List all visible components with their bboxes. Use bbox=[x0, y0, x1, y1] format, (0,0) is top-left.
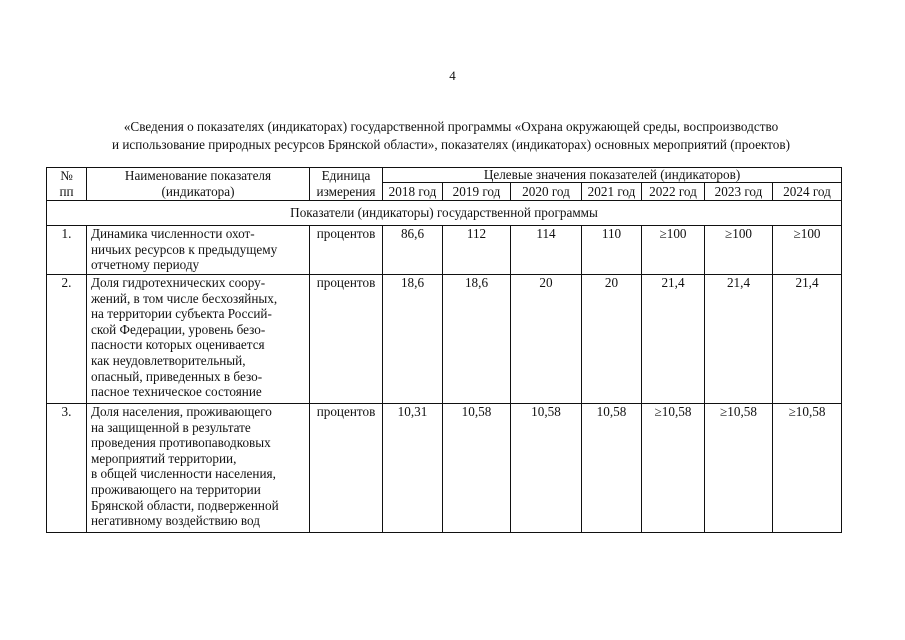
indicators-table bbox=[46, 167, 842, 533]
value-2020: 20 bbox=[511, 275, 582, 404]
value-2020: 114 bbox=[511, 226, 582, 275]
indicator-name: Доля населения, проживающего на защищенной в результате проведения противопаводковых мероприятий территории, в общей численности населения, проживающего на территории Брянской области, подверженной негативному воздействию вод bbox=[87, 404, 310, 533]
value-2022: 21,4 bbox=[642, 275, 705, 404]
value-2024: ≥100 bbox=[773, 226, 842, 275]
header-year-2020: 2020 год bbox=[511, 183, 582, 201]
title-line-2: и использование природных ресурсов Брянской области», показателях (индикаторах) основных мероприятий (проектов) bbox=[112, 137, 790, 152]
row-number: 1. bbox=[47, 226, 87, 275]
value-2021: 20 bbox=[582, 275, 642, 404]
value-2018: 10,31 bbox=[383, 404, 443, 533]
header-year-2019: 2019 год bbox=[443, 183, 511, 201]
header-year-2022: 2022 год bbox=[642, 183, 705, 201]
document-title bbox=[46, 118, 856, 154]
value-2019: 112 bbox=[443, 226, 511, 275]
value-2019: 10,58 bbox=[443, 404, 511, 533]
value-2021: 110 bbox=[582, 226, 642, 275]
value-2024: 21,4 bbox=[773, 275, 842, 404]
table-row bbox=[47, 275, 842, 404]
unit-cell: процентов bbox=[310, 275, 383, 404]
row-number: 2. bbox=[47, 275, 87, 404]
header-target-values: Целевые значения показателей (индикаторов) bbox=[383, 168, 842, 183]
page-number: 4 bbox=[449, 68, 456, 83]
table-row bbox=[47, 404, 842, 533]
indicator-name: Доля гидротехнических соору- жений, в том числе бесхозяйных, на территории субъекта Россий- ской Федерации, уровень безо- пасности которых оценивается как неудовлетворительный, опасный, приведенных в безо- пасное техническое состояние bbox=[87, 275, 310, 404]
value-2021: 10,58 bbox=[582, 404, 642, 533]
value-2023: ≥10,58 bbox=[705, 404, 773, 533]
unit-cell: процентов bbox=[310, 404, 383, 533]
row-number: 3. bbox=[47, 404, 87, 533]
header-year-2021: 2021 год bbox=[582, 183, 642, 201]
value-2018: 18,6 bbox=[383, 275, 443, 404]
header-unit: Единица измерения bbox=[310, 168, 383, 201]
value-2024: ≥10,58 bbox=[773, 404, 842, 533]
header-year-2024: 2024 год bbox=[773, 183, 842, 201]
header-number: № пп bbox=[47, 168, 87, 201]
section-title: Показатели (индикаторы) государственной программы bbox=[47, 201, 842, 226]
value-2022: ≥10,58 bbox=[642, 404, 705, 533]
indicator-name: Динамика численности охот- ничьих ресурсов к предыдущему отчетному периоду bbox=[87, 226, 310, 275]
header-year-2023: 2023 год bbox=[705, 183, 773, 201]
value-2023: ≥100 bbox=[705, 226, 773, 275]
value-2019: 18,6 bbox=[443, 275, 511, 404]
header-indicator-name: Наименование показателя (индикатора) bbox=[87, 168, 310, 201]
value-2020: 10,58 bbox=[511, 404, 582, 533]
unit-cell: процентов bbox=[310, 226, 383, 275]
title-line-1: «Сведения о показателях (индикаторах) государственной программы «Охрана окружающей среды, воспроизводство bbox=[123, 119, 779, 134]
header-year-2018: 2018 год bbox=[383, 183, 443, 201]
value-2022: ≥100 bbox=[642, 226, 705, 275]
value-2023: 21,4 bbox=[705, 275, 773, 404]
value-2018: 86,6 bbox=[383, 226, 443, 275]
table-row bbox=[47, 226, 842, 275]
